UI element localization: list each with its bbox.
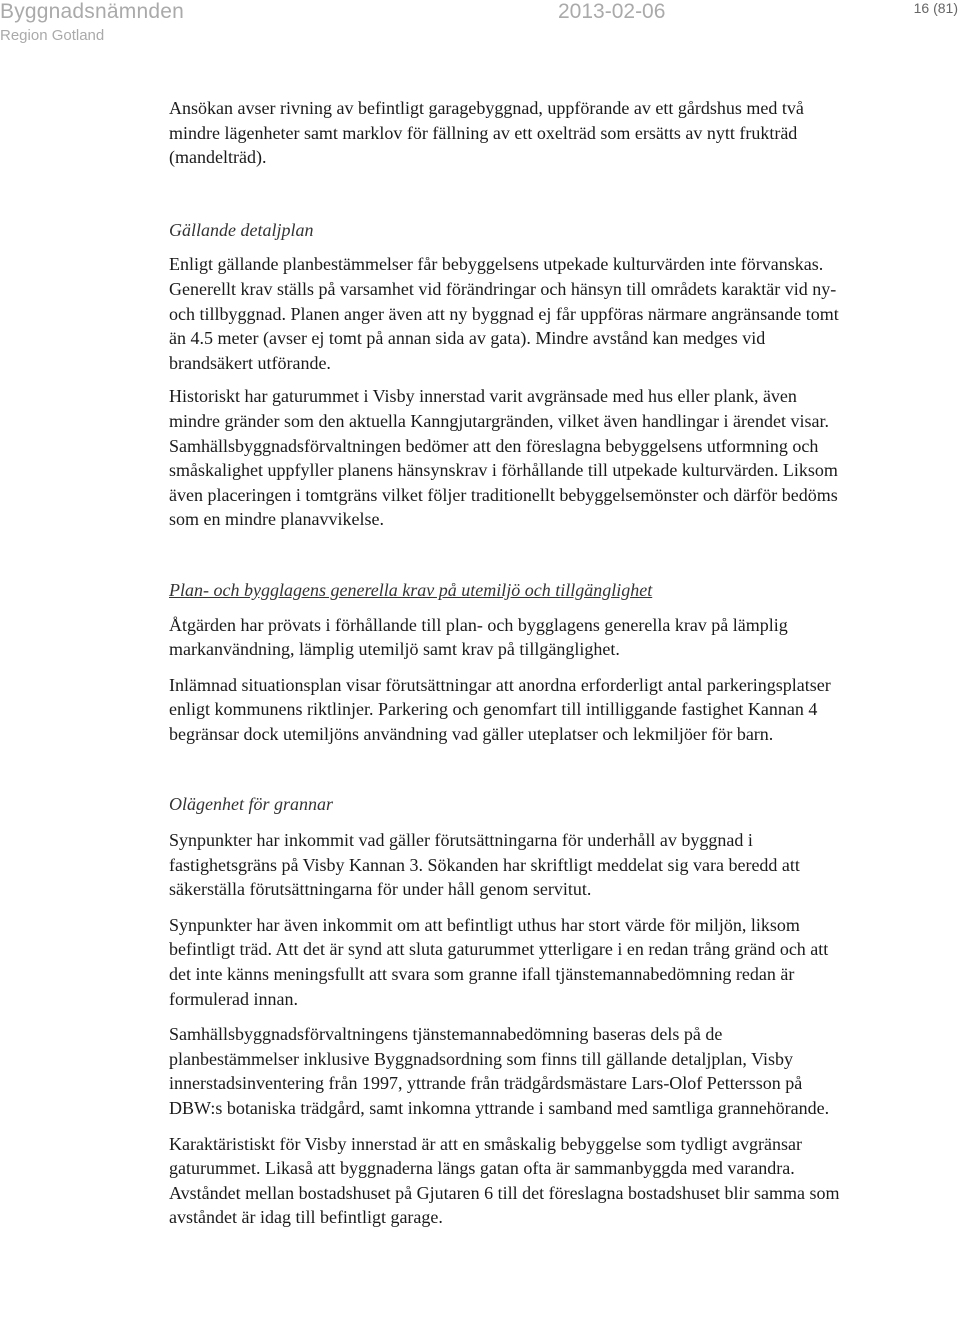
section-heading-pbl-krav: Plan- och bygglagens generella krav på utemiljö och tillgänglighet xyxy=(169,579,653,600)
paragraph: Karaktäristiskt för Visby innerstad är att en småskalig bebyggelse som tydligt avgränsar gaturummet. Likaså att byggnaderna längs gatan ofta är sammanbyggda med varandra. Avståndet mellan bostadshuset på Gjutaren 6 till det föreslagna bostadshuset blir samma som avståndet är idag till befintligt garage. xyxy=(169,1133,840,1228)
header-organization: Byggnadsnämnden xyxy=(0,0,184,23)
header-page-number: 16 (81) xyxy=(913,0,958,16)
section-heading-olagenhet: Olägenhet för grannar xyxy=(169,794,333,815)
header-region: Region Gotland xyxy=(0,27,105,44)
paragraph: Enligt gällande planbestämmelser får bebyggelsens utpekade kulturvärden inte förvanskas. Generellt krav ställs på varsamhet vid förändringar och hänsyn till områdets karaktär vid ny- och tillbyggnad. Planen anger även att ny byggnad ej får uppföras närmare angränsande tomt än 4.5 meter (avser ej tomt på annan sida av gata). Mindre avstånd kan medges vid brandsäkert utförande. xyxy=(169,254,839,373)
paragraph: Synpunkter har även inkommit om att befintligt uthus har stort värde för miljön, liksom befintligt träd. Att det är synd att sluta gaturummet ytterligare i en redan trång gränd och att det inte känns meningsfullt att svara som granne ifall tjänstemannabedömning redan är formulerad innan. xyxy=(169,914,829,1009)
paragraph: Samhällsbyggnadsförvaltningens tjänstemannabedömning baseras dels på de planbestämmelser inklusive Byggnadsordning som finns till gällande detaljplan, Visby innerstadsinventering från 1997, yttrande från trädgårdsmästare Lars-Olof Pettersson på DBW:s botaniska trädgård, samt inkomna yttrande i samband med samtliga grannehörande. xyxy=(169,1024,830,1118)
intro-paragraph: Ansökan avser rivning av befintligt garagebyggnad, uppförande av ett gårdshus med två mindre lägenheter samt marklov för fällning av ett oxelträd som ersätts av nytt frukträd (mandelträd). xyxy=(169,98,804,168)
document-body xyxy=(169,96,845,1230)
paragraph: Åtgärden har prövats i förhållande till plan- och bygglagens generella krav på lämplig markanvändning, lämplig utemiljö samt krav på tillgänglighet. xyxy=(169,614,788,660)
paragraph: Historiskt har gaturummet i Visby innerstad varit avgränsade med hus eller plank, även mindre gränder som den aktuella Kanngjutargränden, vilket även handlingar i ärendet visar. Samhällsbyggnadsförvaltningen bedömer att den föreslagna bebyggelsens utformning och småskalighet uppfyller planens hänsynskrav i förhållande till utpekade kulturvärden. Liksom även placeringen i tomtgräns vilket följer traditionellt bebyggelsemönster och därför bedöms som en mindre planavvikelse. xyxy=(169,386,838,530)
paragraph: Inlämnad situationsplan visar förutsättningar att anordna erforderligt antal parkeringsplatser enligt kommunens riktlinjer. Parkering och genomfart till intilliggande fastighet Kannan 4 begränsar dock utemiljöns användning vad gäller uteplatser och lekmiljöer för barn. xyxy=(169,674,831,744)
page-header xyxy=(0,0,960,50)
section-heading-detaljplan: Gällande detaljplan xyxy=(169,219,314,240)
header-date: 2013-02-06 xyxy=(558,0,666,23)
paragraph: Synpunkter har inkommit vad gäller förutsättningarna för underhåll av byggnad i fastighetsgräns på Visby Kannan 3. Sökanden har skriftligt meddelat sig vara beredd att säkerställa förutsättningarna för under håll genom servitut. xyxy=(169,830,800,900)
